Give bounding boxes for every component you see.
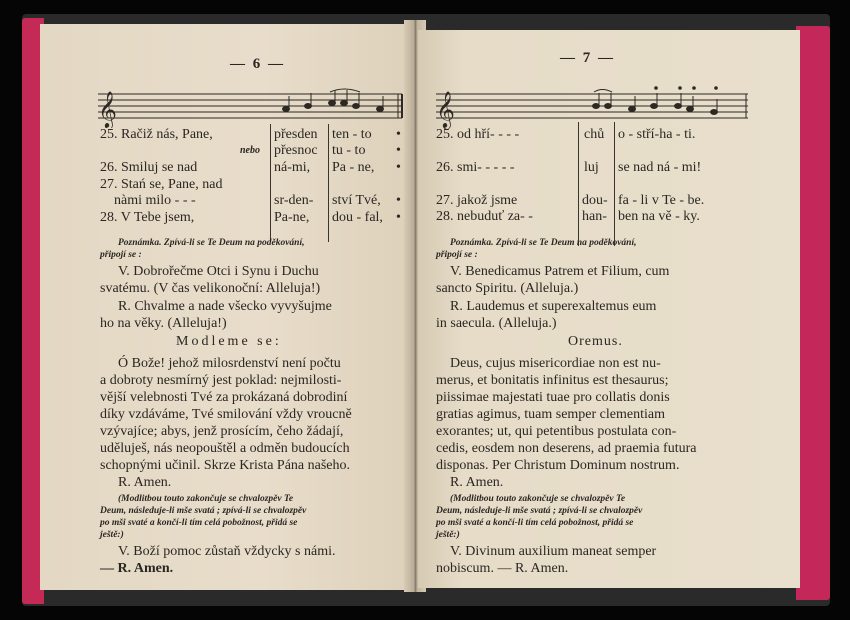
prayer-line: Ó Bože! jehož milosrdenství není počtu xyxy=(118,356,341,371)
hymn-line: 25. Račiž nás, Pane, xyxy=(100,127,213,142)
hymn-cell: Pa - ne, xyxy=(332,160,375,175)
note-line: Poznámka. Zpívá-li se Te Deum na poděkování, xyxy=(450,238,637,248)
note-line: ještě:) xyxy=(436,530,460,540)
prayer-line: disponas. Per Christum Dominum nostrum. xyxy=(436,458,680,473)
response: R. Laudemus et superexaltemus eum xyxy=(450,299,657,314)
hymn-mark: • xyxy=(396,193,401,208)
response: ho na věky. (Alleluja!) xyxy=(100,316,227,331)
hymn-cell: luj xyxy=(584,160,599,175)
hymn-mark: • xyxy=(396,160,401,175)
hymn-line: nàmi milo - - - xyxy=(114,193,196,208)
hymn-mark: • xyxy=(396,210,401,225)
hymn-cell: fa - li v Te - be. xyxy=(618,193,705,208)
page-number: — 6 — xyxy=(230,56,285,72)
hymn-cell: se nad ná - mi! xyxy=(618,160,702,175)
note-line: ještě:) xyxy=(100,530,124,540)
hymn-cell: dou - fal, xyxy=(332,210,383,225)
note-line: připojí se : xyxy=(100,250,142,260)
hymn-cell: Pa-ne, xyxy=(274,210,310,225)
hymn-mark: • xyxy=(396,143,401,158)
hymn-cell: han- xyxy=(582,209,607,224)
response: in saecula. (Alleluja.) xyxy=(436,316,557,331)
section-heading: Modleme se: xyxy=(176,334,282,349)
hymn-cell: sr-den- xyxy=(274,193,314,208)
prayer-line: gratias agimus, tuam semper clementiam xyxy=(436,407,665,422)
note-line: Deum, následuje-li mše svatá ; zpívá-li se chvalozpěv xyxy=(100,506,307,516)
versicle: V. Dobrořečme Otci i Synu i Duchu xyxy=(118,264,319,279)
music-staff xyxy=(436,86,752,130)
page-number: — 7 — xyxy=(560,50,615,66)
hymn-cell: tu - to xyxy=(332,143,366,158)
column-rule xyxy=(578,122,579,246)
prayer-line: piissimae majestati tuae pro collatis donis xyxy=(436,390,670,405)
response: — R. Amen. xyxy=(100,561,174,576)
hymn-alt-label: nebo xyxy=(240,145,260,156)
right-cover-edge xyxy=(796,26,830,600)
music-staff xyxy=(98,88,408,128)
hymn-line: 28. nebuduť za- - xyxy=(436,209,533,224)
column-rule xyxy=(614,122,615,246)
note-line: Poznámka. Zpívá-li se Te Deum na poděkování, xyxy=(118,238,305,248)
versicle: V. Benedicamus Patrem et Filium, cum xyxy=(450,264,670,279)
hymn-cell: ná-mi, xyxy=(274,160,311,175)
note-line: Deum, následuje-li mše svatá ; zpívá-li se chvalozpěv xyxy=(436,506,643,516)
hymn-mark: • xyxy=(396,127,401,142)
hymn-cell: chů xyxy=(584,127,605,142)
svg-text:𝄞: 𝄞 xyxy=(98,90,117,128)
note-line: po mši svaté a končí-li tím celá pobožnost, přidá se xyxy=(100,518,298,528)
right-page xyxy=(418,30,800,588)
prayer-line: uděluješ, nás neopouštěl a odměn budoucích xyxy=(100,441,350,456)
column-rule xyxy=(270,124,271,242)
hymn-cell: o - stří-ha - ti. xyxy=(618,127,696,142)
hymn-line: 27. Stań se, Pane, nad xyxy=(100,177,223,192)
note-line: po mši svaté a končí-li tím celá pobožnost, přidá se xyxy=(436,518,634,528)
note-line: připojí se : xyxy=(436,250,478,260)
column-rule xyxy=(328,124,329,242)
response: R. Chvalme a nade všecko vyvyšujme xyxy=(118,299,332,314)
versicle: sancto Spiritu. (Alleluja.) xyxy=(436,281,579,296)
left-page xyxy=(40,24,412,590)
hymn-cell: přesden xyxy=(274,127,318,142)
hymn-line: 26. Smiluj se nad xyxy=(100,160,198,175)
prayer-line: a dobroty nesmírný jest poklad: nejmilosti- xyxy=(100,373,342,388)
prayer-line: vější velebnosti Tvé za prokázaná dobrodiní xyxy=(100,390,348,405)
versicle: svatému. (V čas velikonoční: Alleluja!) xyxy=(100,281,321,296)
hymn-cell: ben na vě - ky. xyxy=(618,209,700,224)
versicle: V. Divinum auxilium maneat semper xyxy=(450,544,657,559)
svg-text:𝄞: 𝄞 xyxy=(436,90,455,128)
response: nobiscum. — R. Amen. xyxy=(436,561,569,576)
prayer-line: merus, et bonitatis infinitus est thesaurus; xyxy=(436,373,669,388)
hymn-cell: přesnoc xyxy=(274,143,318,158)
hymn-line: 28. V Tebe jsem, xyxy=(100,210,195,225)
prayer-line: schopnými učinil. Skrze Krista Pána našeho. xyxy=(100,458,351,473)
note-line: (Modlitbou touto zakončuje se chvalozpěv Te xyxy=(450,494,626,504)
amen: R. Amen. xyxy=(118,475,172,490)
hymn-line: 25. od hří- - - - xyxy=(436,127,520,142)
hymn-cell: ství Tvé, xyxy=(332,193,381,208)
hymn-cell: dou- xyxy=(582,193,608,208)
note-line: (Modlitbou touto zakončuje se chvalozpěv Te xyxy=(118,494,294,504)
amen: R. Amen. xyxy=(450,475,504,490)
prayer-line: cedis, eosdem non deserens, ad praemia futura xyxy=(436,441,697,456)
section-heading: Oremus. xyxy=(568,334,623,349)
prayer-line: Deus, cujus misericordiae non est nu- xyxy=(450,356,661,371)
hymn-line: 26. smi- - - - - xyxy=(436,160,515,175)
versicle: V. Boží pomoc zůstaň vždycky s námi. xyxy=(118,544,336,559)
prayer-line: vzývajíce; abys, jenž prosícím, čeho žádají, xyxy=(100,424,344,439)
prayer-line: exorantes; ut, qui petentibus postulata con- xyxy=(436,424,677,439)
prayer-line: díky vzdáváme, Tvé smilování vždy vroucně xyxy=(100,407,352,422)
hymn-line: 27. jakož jsme xyxy=(436,193,518,208)
hymn-cell: ten - to xyxy=(332,127,372,142)
